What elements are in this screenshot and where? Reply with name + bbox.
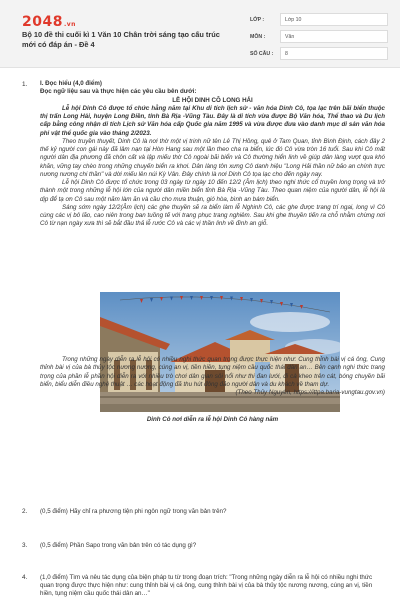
question-number: 3. [22,542,28,549]
document-title: Bộ 10 đề thi cuối kì 1 Văn 10 Chân trời sáng tạo cấu trúc mới có đáp án - Đề 4 [22,30,220,49]
meta-value: 8 [280,47,388,60]
meta-row-class [250,12,388,27]
question-text: (0,5 điểm) Phần Sapo trong văn bản trên có tác dụng gì? [40,542,197,549]
meta-label: MÔN : [250,33,266,40]
photo-caption: Dinh Cô nơi diễn ra lễ hội Dinh Cô hàng năm [146,416,279,423]
meta-label: SỐ CÂU : [250,50,274,57]
passage-title: LỄ HỘI DINH CÔ LONG HẢI [172,96,253,104]
question-number: 1. [22,81,28,88]
passage-paragraph: Sáng sớm ngày 12/2(Âm lịch) các ghe thuyền sẽ ra biển làm lễ Nghinh Cô, các ghe được trang trí ngai, long vì Cô cùng các vị bô lão, cao niên trong ban tuồng tế với trang phục trang nghiêm. Sau khi ghe thuyền tiến ra chỗ nhằm chừng nơi Cô từ nạn ngày xưa thì sẽ bắt đầu thả lễ rước Cô và các vị thần linh về đình an giỗ. [40,203,385,228]
page-header [0,0,400,68]
meta-row-question-count [250,46,388,61]
meta-value: Văn [280,30,388,43]
passage-paragraph: Theo truyền thuyết, Dinh Cô là nơi thờ một vị trinh nữ tên Lê Thị Hồng, quê ở Tam Quan, tỉnh Bình Định, cách đây 2 thế kỷ người con gái này đã lâm nạn tại Hòn Hang sau một lần theo cha ra biển, lúc đó Cô vừa tròn 16 tuổi. Sau khi Cô mất người dân địa phương đã chôn cất và lập miếu thờ Cô ngoài bãi biển và Cô thường hiển linh về giúp dân làng vượt qua khó khăn, vững tay chèo trong những chuyến biển ra khơi. Dân làng tôn xưng Cô danh hiệu "Long Hải thần nữ bảo an chính trực nương nương chi thần" và dời miếu lên núi Kỳ Vân. Đây chính là nơi Dinh Cô tọa lạc cho đến ngày nay. [40,137,385,178]
question-text: (0,5 điểm) Hãy chỉ ra phương tiện phi ngôn ngữ trong văn bản trên? [40,508,227,515]
instruction: Đọc ngữ liệu sau và thực hiện các yêu cầu bên dưới: [40,88,197,96]
section-heading: I. Đọc hiểu (4,0 điểm) [40,80,102,87]
meta-row-subject [250,29,388,44]
question-number: 2. [22,508,28,515]
reading-passage [40,80,385,229]
meta-label: LỚP : [250,16,265,23]
meta-panel [250,12,388,63]
question-number: 4. [22,574,28,581]
question-text: (1,0 điểm) Tìm và nêu tác dụng của biện pháp tu từ trong đoạn trích: "Trong những ngày diễn ra lễ hội có nhiều nghi thức quan trọng được thực hiện như: cung thỉnh bài vị cá ông, cung thỉnh bài vị của bà thủy tộc nương nương, cúng an vị, tiền hiền, tụng niệm cầu quốc thái dân an…" [40,574,373,598]
sapo-paragraph: Lễ hội Dinh Cô được tổ chức hằng năm tại Khu di tích lịch sử - văn hóa Dinh Cô, tọa lạc trên bãi biển thuộc thị trấn Long Hải, huyện Long Điền, tỉnh Bà Rịa -Vũng Tàu. Đây là di tích vừa được Bộ Văn hóa, Thể thao và Du lịch cấp bằng công nhận di tích Lịch sử Văn hóa cấp Quốc gia năm 1995 và vừa được đưa vào danh mục di sản văn hóa phi vật thể quốc gia vào tháng 2/2023. [40,104,385,137]
passage-paragraph: Lễ hội Dinh Cô được tổ chức trong 03 ngày từ ngày 10 đến 12/2 (Âm lịch) theo nghi thức cổ truyền long trọng và trở thành một trong những lễ hội lớn của người dân miền biển tỉnh Bà Rịa -Vũng Tàu. Theo quan niệm của người dân, lễ hội là dịp để tạ ơn Cô sau một năm làm ăn và cầu cho mưa thuận, gió hòa, bình an bám biển. [40,179,385,203]
meta-value: Lớp 10 [280,13,388,26]
passage-source: (Theo Thủy Nguyên, https://ittpa.baria-vungtau.gov.vn) [235,389,385,396]
reading-passage-continued [40,356,385,397]
site-logo[interactable]: 2048.vn [22,14,76,30]
passage-paragraph: Trong những ngày diễn ra lễ hội có nhiều nghi thức quan trọng được thực hiện như: Cung thỉnh bài vị cá ông, Cung thỉnh bài vị của bà thủy tộc nương nương, cúng an vị, tiền hiền, tụng niệm cầu quốc thái dân an… Bên cạnh nghi thức trang trọng của phần lễ phần hội diễn ra với nhiều trò chơi dân gian sôi nổi như thi đan lưới, đi cà kheo trên cát, bóng chuyền bãi biển, biểu diễn điều nghệ thuật … các hoạt động đã thu hút đông đảo người dân và du khách về tham dự. [40,356,385,388]
